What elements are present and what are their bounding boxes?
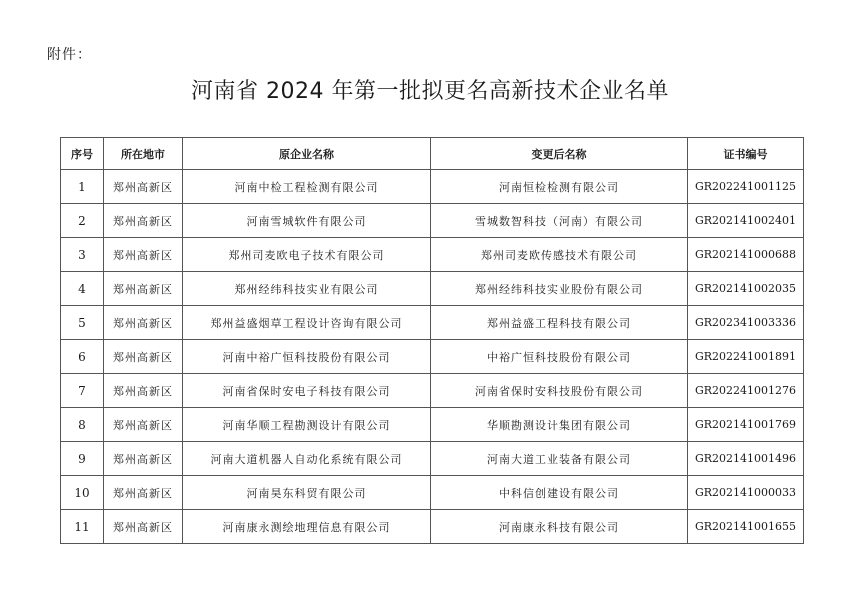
header-new-name: 变更后名称 <box>431 138 688 170</box>
table-row <box>61 204 804 238</box>
cell-city: 郑州高新区 <box>104 204 183 238</box>
cell-certificate-number: GR202241001125 <box>688 170 804 204</box>
cell-city: 郑州高新区 <box>104 408 183 442</box>
cell-city: 郑州高新区 <box>104 306 183 340</box>
cell-original-name: 河南华顺工程勘测设计有限公司 <box>183 408 431 442</box>
table-row <box>61 476 804 510</box>
cell-certificate-number: GR202341003336 <box>688 306 804 340</box>
table-row <box>61 340 804 374</box>
cell-serial-number: 6 <box>61 340 104 374</box>
cell-city: 郑州高新区 <box>104 476 183 510</box>
table-row <box>61 510 804 544</box>
table-row <box>61 238 804 272</box>
table-body <box>61 170 804 544</box>
cell-certificate-number: GR202141000688 <box>688 238 804 272</box>
cell-certificate-number: GR202241001276 <box>688 374 804 408</box>
cell-serial-number: 1 <box>61 170 104 204</box>
cell-original-name: 河南中检工程检测有限公司 <box>183 170 431 204</box>
cell-original-name: 河南大道机器人自动化系统有限公司 <box>183 442 431 476</box>
cell-serial-number: 11 <box>61 510 104 544</box>
cell-new-name: 河南大道工业装备有限公司 <box>431 442 688 476</box>
header-original-name: 原企业名称 <box>183 138 431 170</box>
cell-new-name: 郑州经纬科技实业股份有限公司 <box>431 272 688 306</box>
header-serial-number: 序号 <box>61 138 104 170</box>
cell-city: 郑州高新区 <box>104 170 183 204</box>
cell-city: 郑州高新区 <box>104 340 183 374</box>
cell-city: 郑州高新区 <box>104 374 183 408</box>
cell-serial-number: 5 <box>61 306 104 340</box>
cell-new-name: 河南省保时安科技股份有限公司 <box>431 374 688 408</box>
cell-certificate-number: GR202141001769 <box>688 408 804 442</box>
cell-new-name: 雪城数智科技（河南）有限公司 <box>431 204 688 238</box>
cell-new-name: 河南康永科技有限公司 <box>431 510 688 544</box>
cell-original-name: 河南雪城软件有限公司 <box>183 204 431 238</box>
cell-original-name: 河南康永测绘地理信息有限公司 <box>183 510 431 544</box>
cell-new-name: 郑州益盛工程科技有限公司 <box>431 306 688 340</box>
table-row <box>61 272 804 306</box>
header-certificate-number: 证书编号 <box>688 138 804 170</box>
cell-serial-number: 7 <box>61 374 104 408</box>
cell-new-name: 河南恒检检测有限公司 <box>431 170 688 204</box>
table-row <box>61 306 804 340</box>
cell-certificate-number: GR202141002035 <box>688 272 804 306</box>
cell-certificate-number: GR202141001655 <box>688 510 804 544</box>
attachment-label: 附件： <box>47 47 92 63</box>
document-title: 河南省 2024 年第一批拟更名高新技术企业名单 <box>191 79 669 104</box>
cell-new-name: 郑州司麦欧传感技术有限公司 <box>431 238 688 272</box>
cell-new-name: 中科信创建设有限公司 <box>431 476 688 510</box>
table-row <box>61 170 804 204</box>
cell-city: 郑州高新区 <box>104 238 183 272</box>
cell-city: 郑州高新区 <box>104 510 183 544</box>
cell-certificate-number: GR202141001496 <box>688 442 804 476</box>
cell-city: 郑州高新区 <box>104 272 183 306</box>
cell-serial-number: 3 <box>61 238 104 272</box>
cell-new-name: 中裕广恒科技股份有限公司 <box>431 340 688 374</box>
cell-serial-number: 4 <box>61 272 104 306</box>
cell-original-name: 河南省保时安电子科技有限公司 <box>183 374 431 408</box>
cell-city: 郑州高新区 <box>104 442 183 476</box>
table-row <box>61 442 804 476</box>
table-row <box>61 374 804 408</box>
cell-serial-number: 10 <box>61 476 104 510</box>
cell-serial-number: 9 <box>61 442 104 476</box>
cell-original-name: 河南昊东科贸有限公司 <box>183 476 431 510</box>
cell-original-name: 郑州益盛烟草工程设计咨询有限公司 <box>183 306 431 340</box>
company-rename-table <box>60 137 804 544</box>
cell-certificate-number: GR202141002401 <box>688 204 804 238</box>
cell-certificate-number: GR202241001891 <box>688 340 804 374</box>
cell-new-name: 华顺勘测设计集团有限公司 <box>431 408 688 442</box>
cell-serial-number: 2 <box>61 204 104 238</box>
table-row <box>61 408 804 442</box>
cell-original-name: 河南中裕广恒科技股份有限公司 <box>183 340 431 374</box>
cell-original-name: 郑州司麦欧电子技术有限公司 <box>183 238 431 272</box>
cell-serial-number: 8 <box>61 408 104 442</box>
table-header-row <box>61 138 804 170</box>
cell-original-name: 郑州经纬科技实业有限公司 <box>183 272 431 306</box>
header-city: 所在地市 <box>104 138 183 170</box>
cell-certificate-number: GR202141000033 <box>688 476 804 510</box>
